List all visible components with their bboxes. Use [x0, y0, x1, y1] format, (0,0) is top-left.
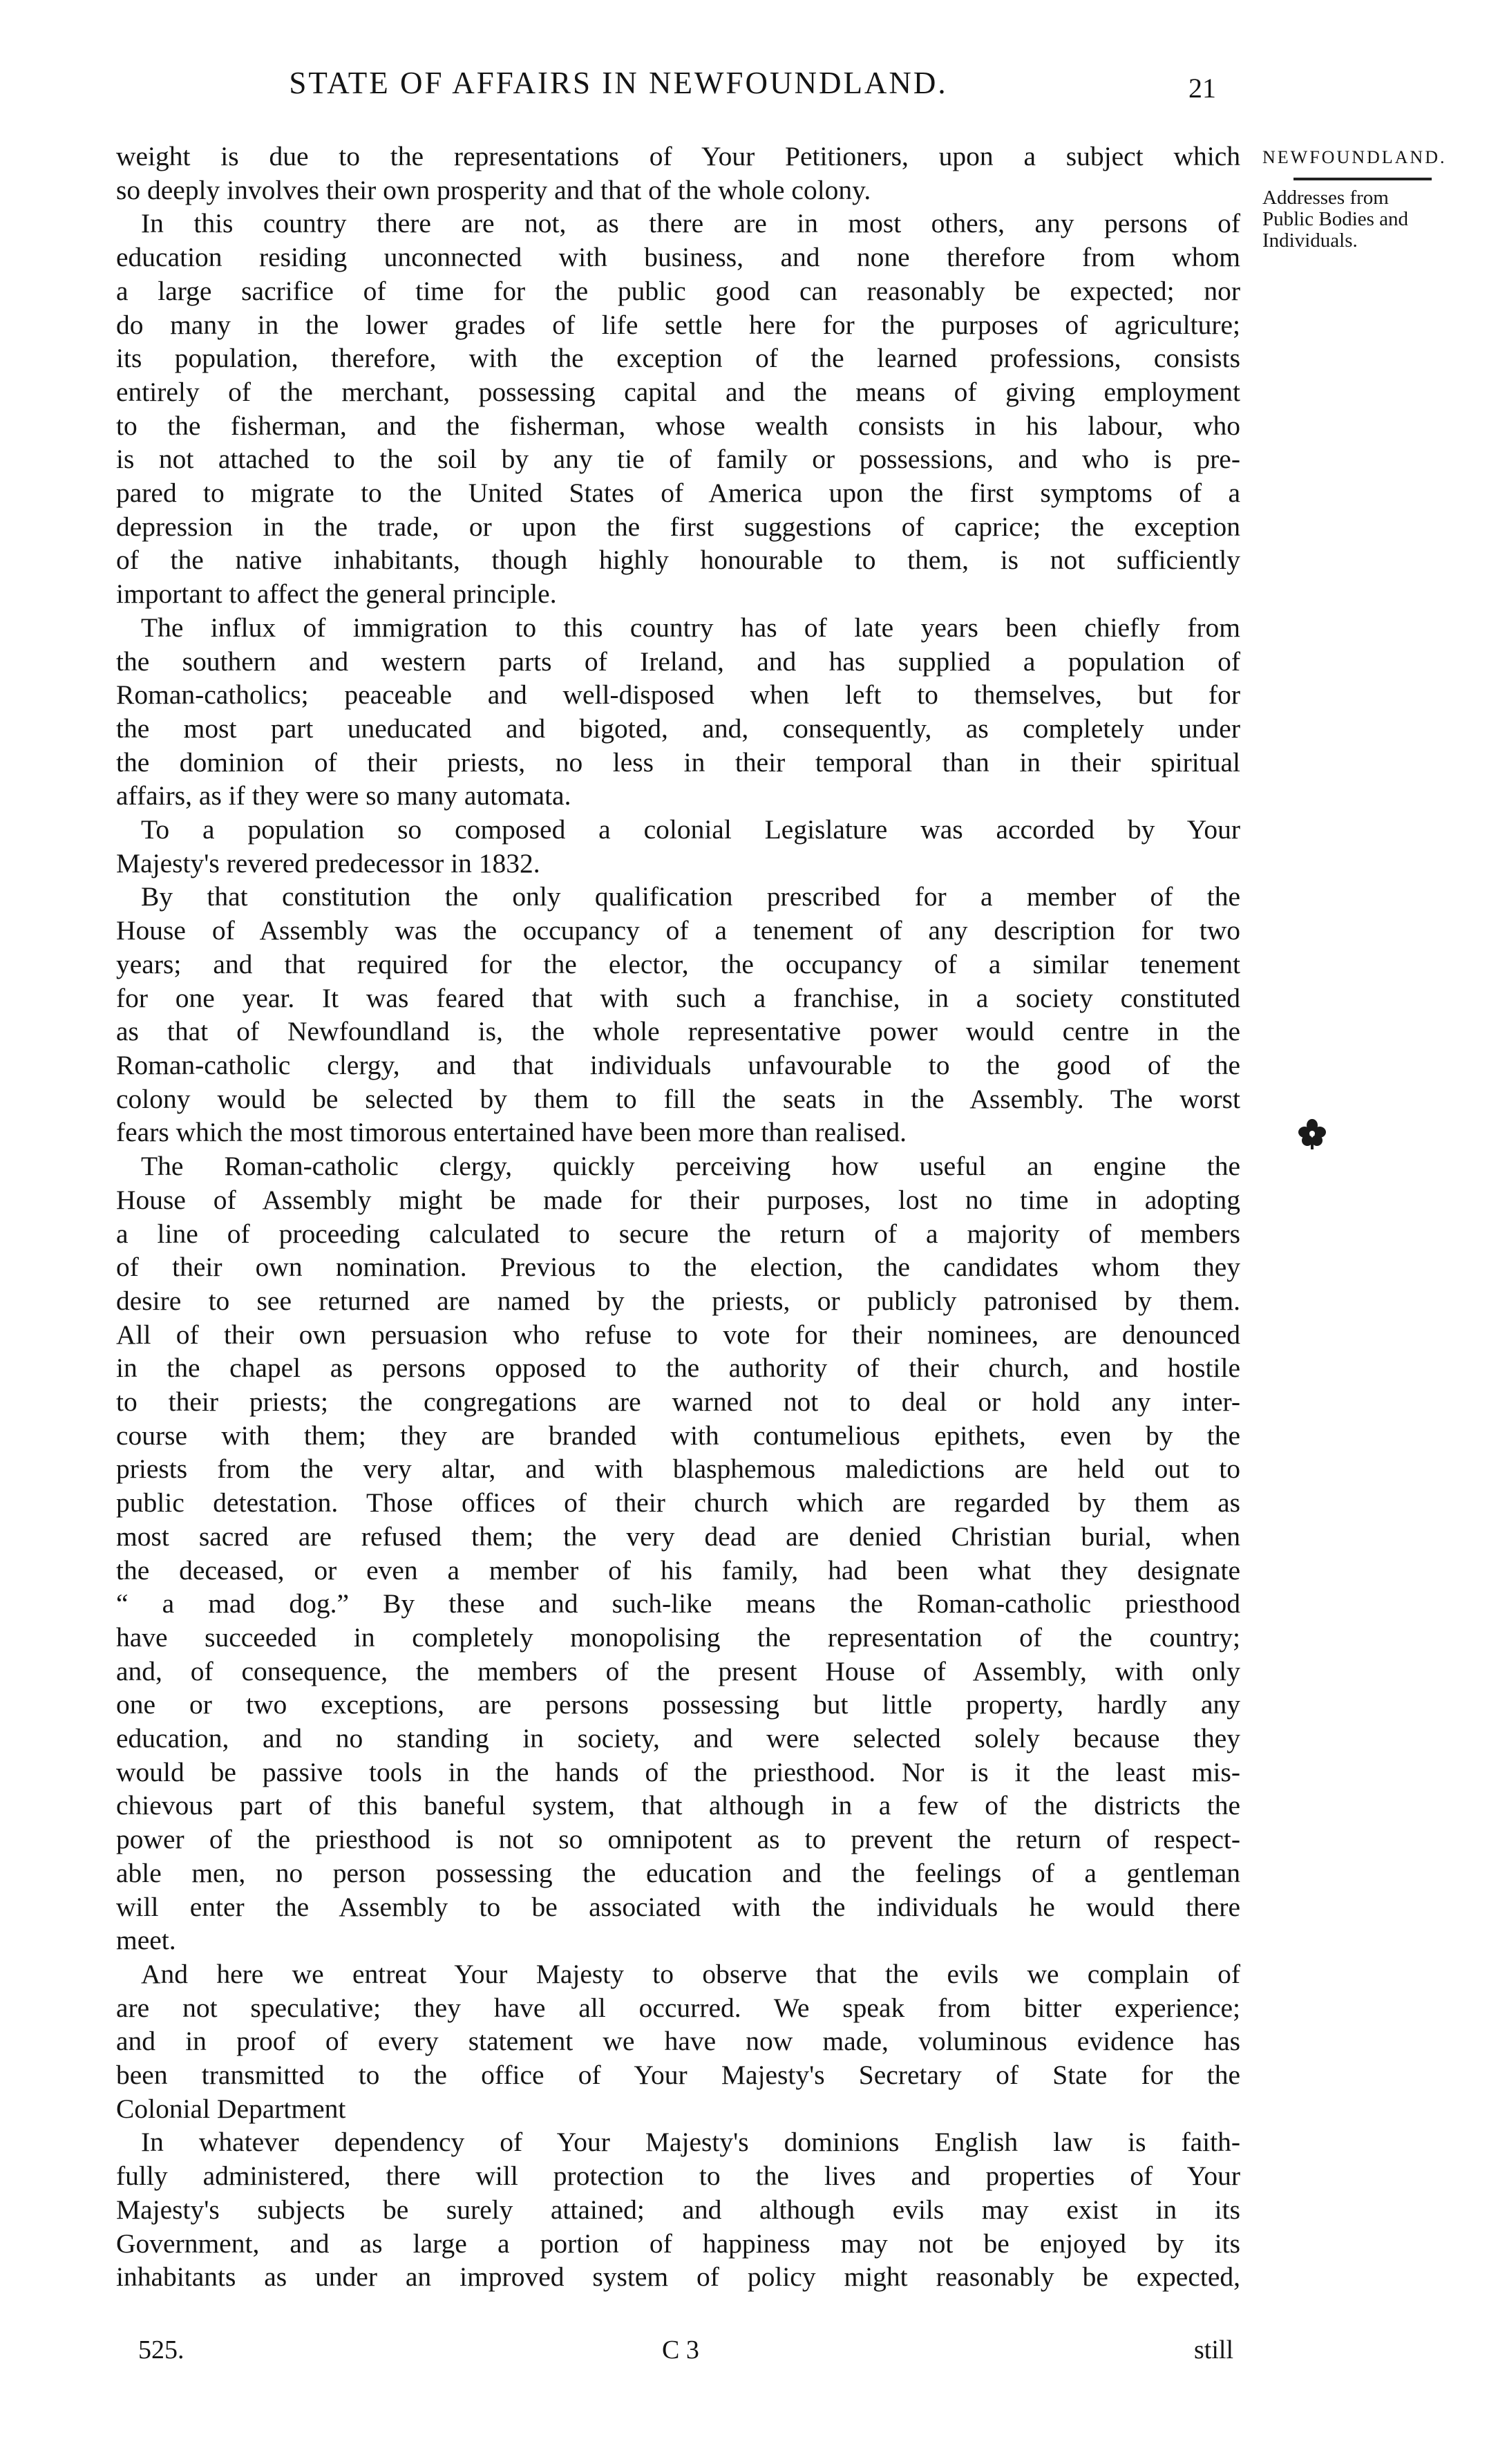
text-line: Government, and as large a portion of happiness may not be enjoyed by its	[116, 2228, 1240, 2259]
text-line: public detestation. Those offices of their church which are regarded by them as	[116, 1487, 1240, 1518]
text-line: Roman-catholic clergy, and that individuals unfavourable to the good of the	[116, 1049, 1240, 1080]
text-line: in the chapel as persons opposed to the authority of their church, and hostile	[116, 1353, 1240, 1384]
article-body	[116, 140, 1240, 2294]
paragraph	[116, 880, 1240, 1149]
text-line: of their own nomination. Previous to the election, the candidates whom they	[116, 1252, 1240, 1283]
text-line: House of Assembly might be made for their purposes, lost no time in adopting	[116, 1184, 1240, 1215]
text-line: years; and that required for the elector, the occupancy of a similar tenement	[116, 948, 1240, 979]
text-line: affairs, as if they were so many automata.	[116, 780, 571, 811]
text-line: would be passive tools in the hands of the priesthood. Nor is it the least mis-	[116, 1756, 1240, 1787]
text-line: the dominion of their priests, no less in their temporal than in their spiritual	[116, 746, 1240, 778]
paragraph	[116, 611, 1240, 813]
paragraph	[116, 2125, 1240, 2294]
text-line: course with them; they are branded with contumelious epithets, even by the	[116, 1420, 1240, 1451]
margin-note-line: Individuals.	[1262, 229, 1358, 252]
text-line: pared to migrate to the United States of America upon the first symptoms of a	[116, 478, 1240, 509]
text-line: House of Assembly was the occupancy of a tenement of any description for two	[116, 915, 1240, 946]
text-line: education, and no standing in society, and were selected solely because they	[116, 1723, 1240, 1754]
text-line: The influx of immigration to this country has of late years been chiefly from	[141, 612, 1240, 643]
page-footer	[0, 2335, 1507, 2369]
text-line: fears which the most timorous entertained have been more than realised.	[116, 1117, 907, 1148]
text-line: to the fisherman, and the fisherman, whose wealth consists in his labour, who	[116, 410, 1240, 441]
text-line: Majesty's revered predecessor in 1832.	[116, 847, 540, 878]
text-line: All of their own persuasion who refuse to vote for their nominees, are denounced	[116, 1319, 1240, 1350]
text-line: for one year. It was feared that with such a franchise, in a society constituted	[116, 982, 1240, 1013]
text-line: By that constitution the only qualification prescribed for a member of the	[141, 881, 1240, 912]
text-line: its population, therefore, with the exception of the learned professions, consists	[116, 343, 1240, 374]
text-line: is not attached to the soil by any tie of family or possessions, and who is pre-	[116, 444, 1240, 475]
text-line: inhabitants as under an improved system of policy might reasonably be expected,	[116, 2261, 1240, 2293]
text-line: most sacred are refused them; the very dead are denied Christian burial, when	[116, 1521, 1240, 1552]
text-line: weight is due to the representations of Your Petitioners, upon a subject which	[116, 141, 1240, 171]
sessional-number: 525.	[138, 2335, 184, 2364]
running-title: STATE OF AFFAIRS IN NEWFOUNDLAND.	[289, 66, 948, 100]
text-line: Roman-catholics; peaceable and well-disposed when left to themselves, but for	[116, 679, 1240, 711]
text-line: one or two exceptions, are persons possessing but little property, hardly any	[116, 1689, 1240, 1720]
margin-note-line: Public Bodies and	[1262, 208, 1409, 230]
text-line: and, of consequence, the members of the present House of Assembly, with only	[116, 1655, 1240, 1686]
text-line: important to affect the general principle.	[116, 579, 557, 610]
text-line: so deeply involves their own prosperity and that of the whole colony.	[116, 174, 871, 205]
page-number: 21	[1188, 73, 1216, 104]
text-line: been transmitted to the office of Your Majesty's Secretary of State for the	[116, 2060, 1240, 2091]
margin-note	[1262, 187, 1490, 252]
text-line: “ a mad dog.” By these and such-like means the Roman-catholic priesthood	[116, 1588, 1240, 1619]
text-line: are not speculative; they have all occurred. We speak from bitter experience;	[116, 1992, 1240, 2023]
text-line: The Roman-catholic clergy, quickly perceiving how useful an engine the	[141, 1151, 1240, 1182]
text-line: do many in the lower grades of life settle here for the purposes of agriculture;	[116, 309, 1240, 340]
paragraph	[116, 1149, 1240, 1957]
signature-mark: C 3	[662, 2335, 699, 2364]
margin-note-line: Addresses from	[1262, 187, 1389, 209]
text-line: fully administered, there will protection to the lives and properties of Your	[116, 2161, 1240, 2192]
text-line: depression in the trade, or upon the first suggestions of caprice; the exception	[116, 511, 1240, 542]
catchword: still	[1194, 2335, 1234, 2364]
text-line: In whatever dependency of Your Majesty's dominions English law is faith-	[141, 2127, 1240, 2158]
margin-column	[1262, 147, 1490, 252]
text-line: education residing unconnected with business, and none therefore from whom	[116, 242, 1240, 273]
text-line: of the native inhabitants, though highly honourable to them, is not sufficiently	[116, 545, 1240, 576]
text-line: entirely of the merchant, possessing capital and the means of giving employment	[116, 376, 1240, 407]
text-line: meet.	[116, 1925, 176, 1956]
text-line: the deceased, or even a member of his family, had been what they designate	[116, 1554, 1240, 1586]
paragraph	[116, 813, 1240, 880]
text-line: To a population so composed a colonial Legislature was accorded by Your	[141, 814, 1240, 845]
margin-rule	[1293, 178, 1432, 180]
text-line: the most part uneducated and bigoted, and, consequently, as completely under	[116, 713, 1240, 744]
text-line: have succeeded in completely monopolising the representation of the country;	[116, 1621, 1240, 1653]
paragraph	[116, 140, 1240, 207]
text-line: priests from the very altar, and with blasphemous maledictions are held out to	[116, 1454, 1240, 1485]
text-line: and in proof of every statement we have now made, voluminous evidence has	[116, 2026, 1240, 2057]
text-line: a line of proceeding calculated to secure the return of a majority of members	[116, 1218, 1240, 1249]
text-line: power of the priesthood is not so omnipotent as to prevent the return of respect-	[116, 1824, 1240, 1855]
text-line: able men, no person possessing the education and the feelings of a gentleman	[116, 1857, 1240, 1888]
text-line: Majesty's subjects be surely attained; and although evils may exist in its	[116, 2194, 1240, 2225]
text-line: will enter the Assembly to be associated with the individuals he would there	[116, 1891, 1240, 1922]
text-line: to their priests; the congregations are warned not to deal or hold any inter-	[116, 1386, 1240, 1418]
margin-heading: NEWFOUNDLAND.	[1262, 147, 1447, 167]
text-line: a large sacrifice of time for the public good can reasonably be expected; nor	[116, 275, 1240, 306]
fleuron-icon	[1298, 1118, 1327, 1150]
paragraph	[116, 1957, 1240, 2126]
text-line: colony would be selected by them to fill the seats in the Assembly. The worst	[116, 1083, 1240, 1114]
text-line: the southern and western parts of Ireland, and has supplied a population of	[116, 646, 1240, 677]
text-line: as that of Newfoundland is, the whole representative power would centre in the	[116, 1016, 1240, 1047]
paragraph	[116, 207, 1240, 610]
text-line: And here we entreat Your Majesty to observe that the evils we complain of	[141, 1958, 1240, 1989]
text-line: desire to see returned are named by the priests, or publicly patronised by them.	[116, 1285, 1240, 1316]
text-line: Colonial Department	[116, 2093, 346, 2124]
text-line: In this country there are not, as there are in most others, any persons of	[141, 208, 1240, 239]
text-line: chievous part of this baneful system, that although in a few of the districts the	[116, 1790, 1240, 1821]
